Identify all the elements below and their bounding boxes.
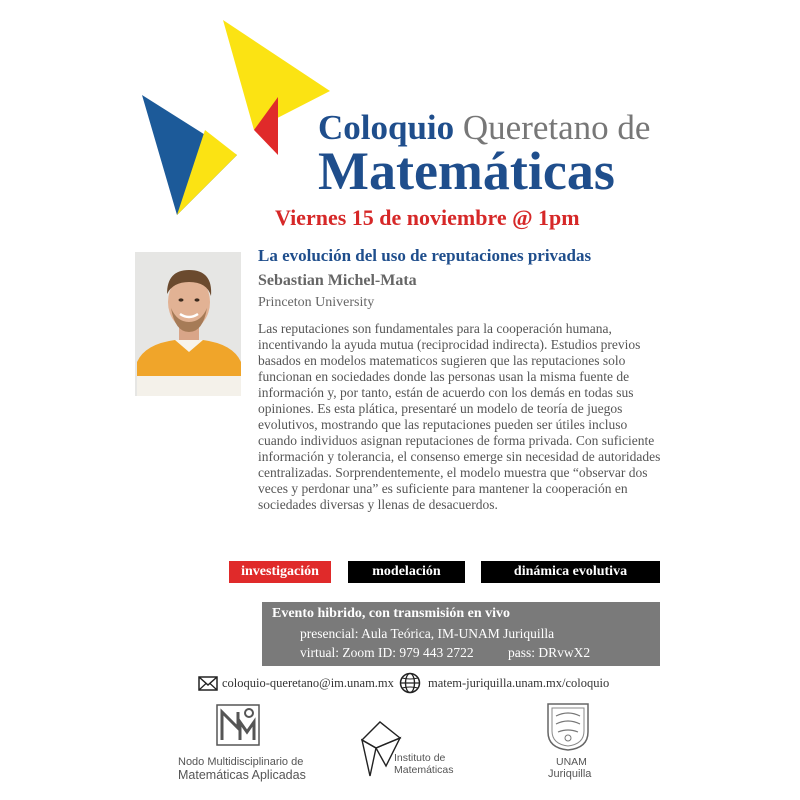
nodo-logo-line1: Nodo Multidisciplinario de — [178, 756, 304, 768]
event-virtual: virtual: Zoom ID: 979 443 2722 — [300, 645, 474, 660]
tag-modelacion: modelación — [348, 561, 465, 583]
talk-title: La evolución del uso de reputaciones privadas — [258, 246, 592, 265]
instituto-logo-line2: Matemáticas — [394, 764, 454, 776]
event-date: Viernes 15 de noviembre @ 1pm — [275, 205, 580, 230]
abstract-line: incentivando la ayuda mutua (reciprocidad indirecta). Estudios previos — [258, 337, 641, 352]
instituto-logo-line1: Instituto de — [394, 752, 446, 764]
mail-icon — [198, 676, 218, 691]
abstract-line: Las reputaciones son fundamentales para la cooperación humana, — [258, 321, 612, 336]
contact-website[interactable]: matem-juriquilla.unam.mx/coloquio — [428, 676, 610, 690]
abstract-line: veces y perdonar una” es suficiente para mantener la cooperación en — [258, 481, 628, 496]
globe-icon — [399, 672, 421, 694]
title-light-words: Queretano de — [462, 108, 651, 147]
abstract-line: funcionan en sociedades donde las personas usan la misma fuente de — [258, 369, 630, 384]
unam-logo-line1: UNAM — [556, 756, 587, 768]
unam-logo-line2: Juriquilla — [548, 768, 592, 780]
abstract-line: sociedades diversas y llenas de desacuerdos. — [258, 497, 498, 512]
title-bold-word: Coloquio — [318, 108, 455, 147]
nodo-logo-line2: Matemáticas Aplicadas — [178, 768, 306, 782]
abstract-line: evolutivos, mostrando que las reputaciones pueden ser útiles incluso — [258, 417, 628, 432]
contact-email[interactable]: coloquio-queretano@im.unam.mx — [222, 676, 394, 690]
title-line-2: Matemáticas — [318, 141, 615, 201]
abstract-line: información y tolerancia, el consenso emerge sin necesidad de autoridades — [258, 449, 661, 464]
speaker-photo — [135, 252, 241, 396]
event-presencial: presencial: Aula Teórica, IM-UNAM Juriquilla — [300, 626, 555, 641]
unam-seal-icon — [546, 702, 590, 752]
abstract — [258, 321, 678, 513]
abstract-line: centralizadas. Sorprendentemente, el modelo muestra que “observar dos — [258, 465, 648, 480]
tag-dinamica-evolutiva: dinámica evolutiva — [481, 561, 660, 583]
abstract-line: información y, por tanto, están de acuerdo con los demás en todas sus — [258, 385, 634, 400]
event-heading: Evento hibrido, con transmisión en vivo — [272, 606, 511, 621]
abstract-line: cuando individuos asignan reputaciones de forma privada. Con suficiente — [258, 433, 655, 448]
nodo-logo-icon — [216, 704, 260, 746]
speaker-affiliation: Princeton University — [258, 295, 375, 310]
abstract-line: basados en modelos matematicos sugieren que las reputaciones solo — [258, 353, 626, 368]
speaker-name: Sebastian Michel-Mata — [258, 272, 417, 289]
event-password: pass: DRvwX2 — [508, 645, 591, 660]
event-info-box — [262, 602, 660, 666]
tag-investigacion: investigación — [229, 561, 331, 583]
abstract-line: opiniones. Es esta plática, presentaré un modelo de teoría de juegos — [258, 401, 623, 416]
triangle-logo — [130, 15, 330, 225]
